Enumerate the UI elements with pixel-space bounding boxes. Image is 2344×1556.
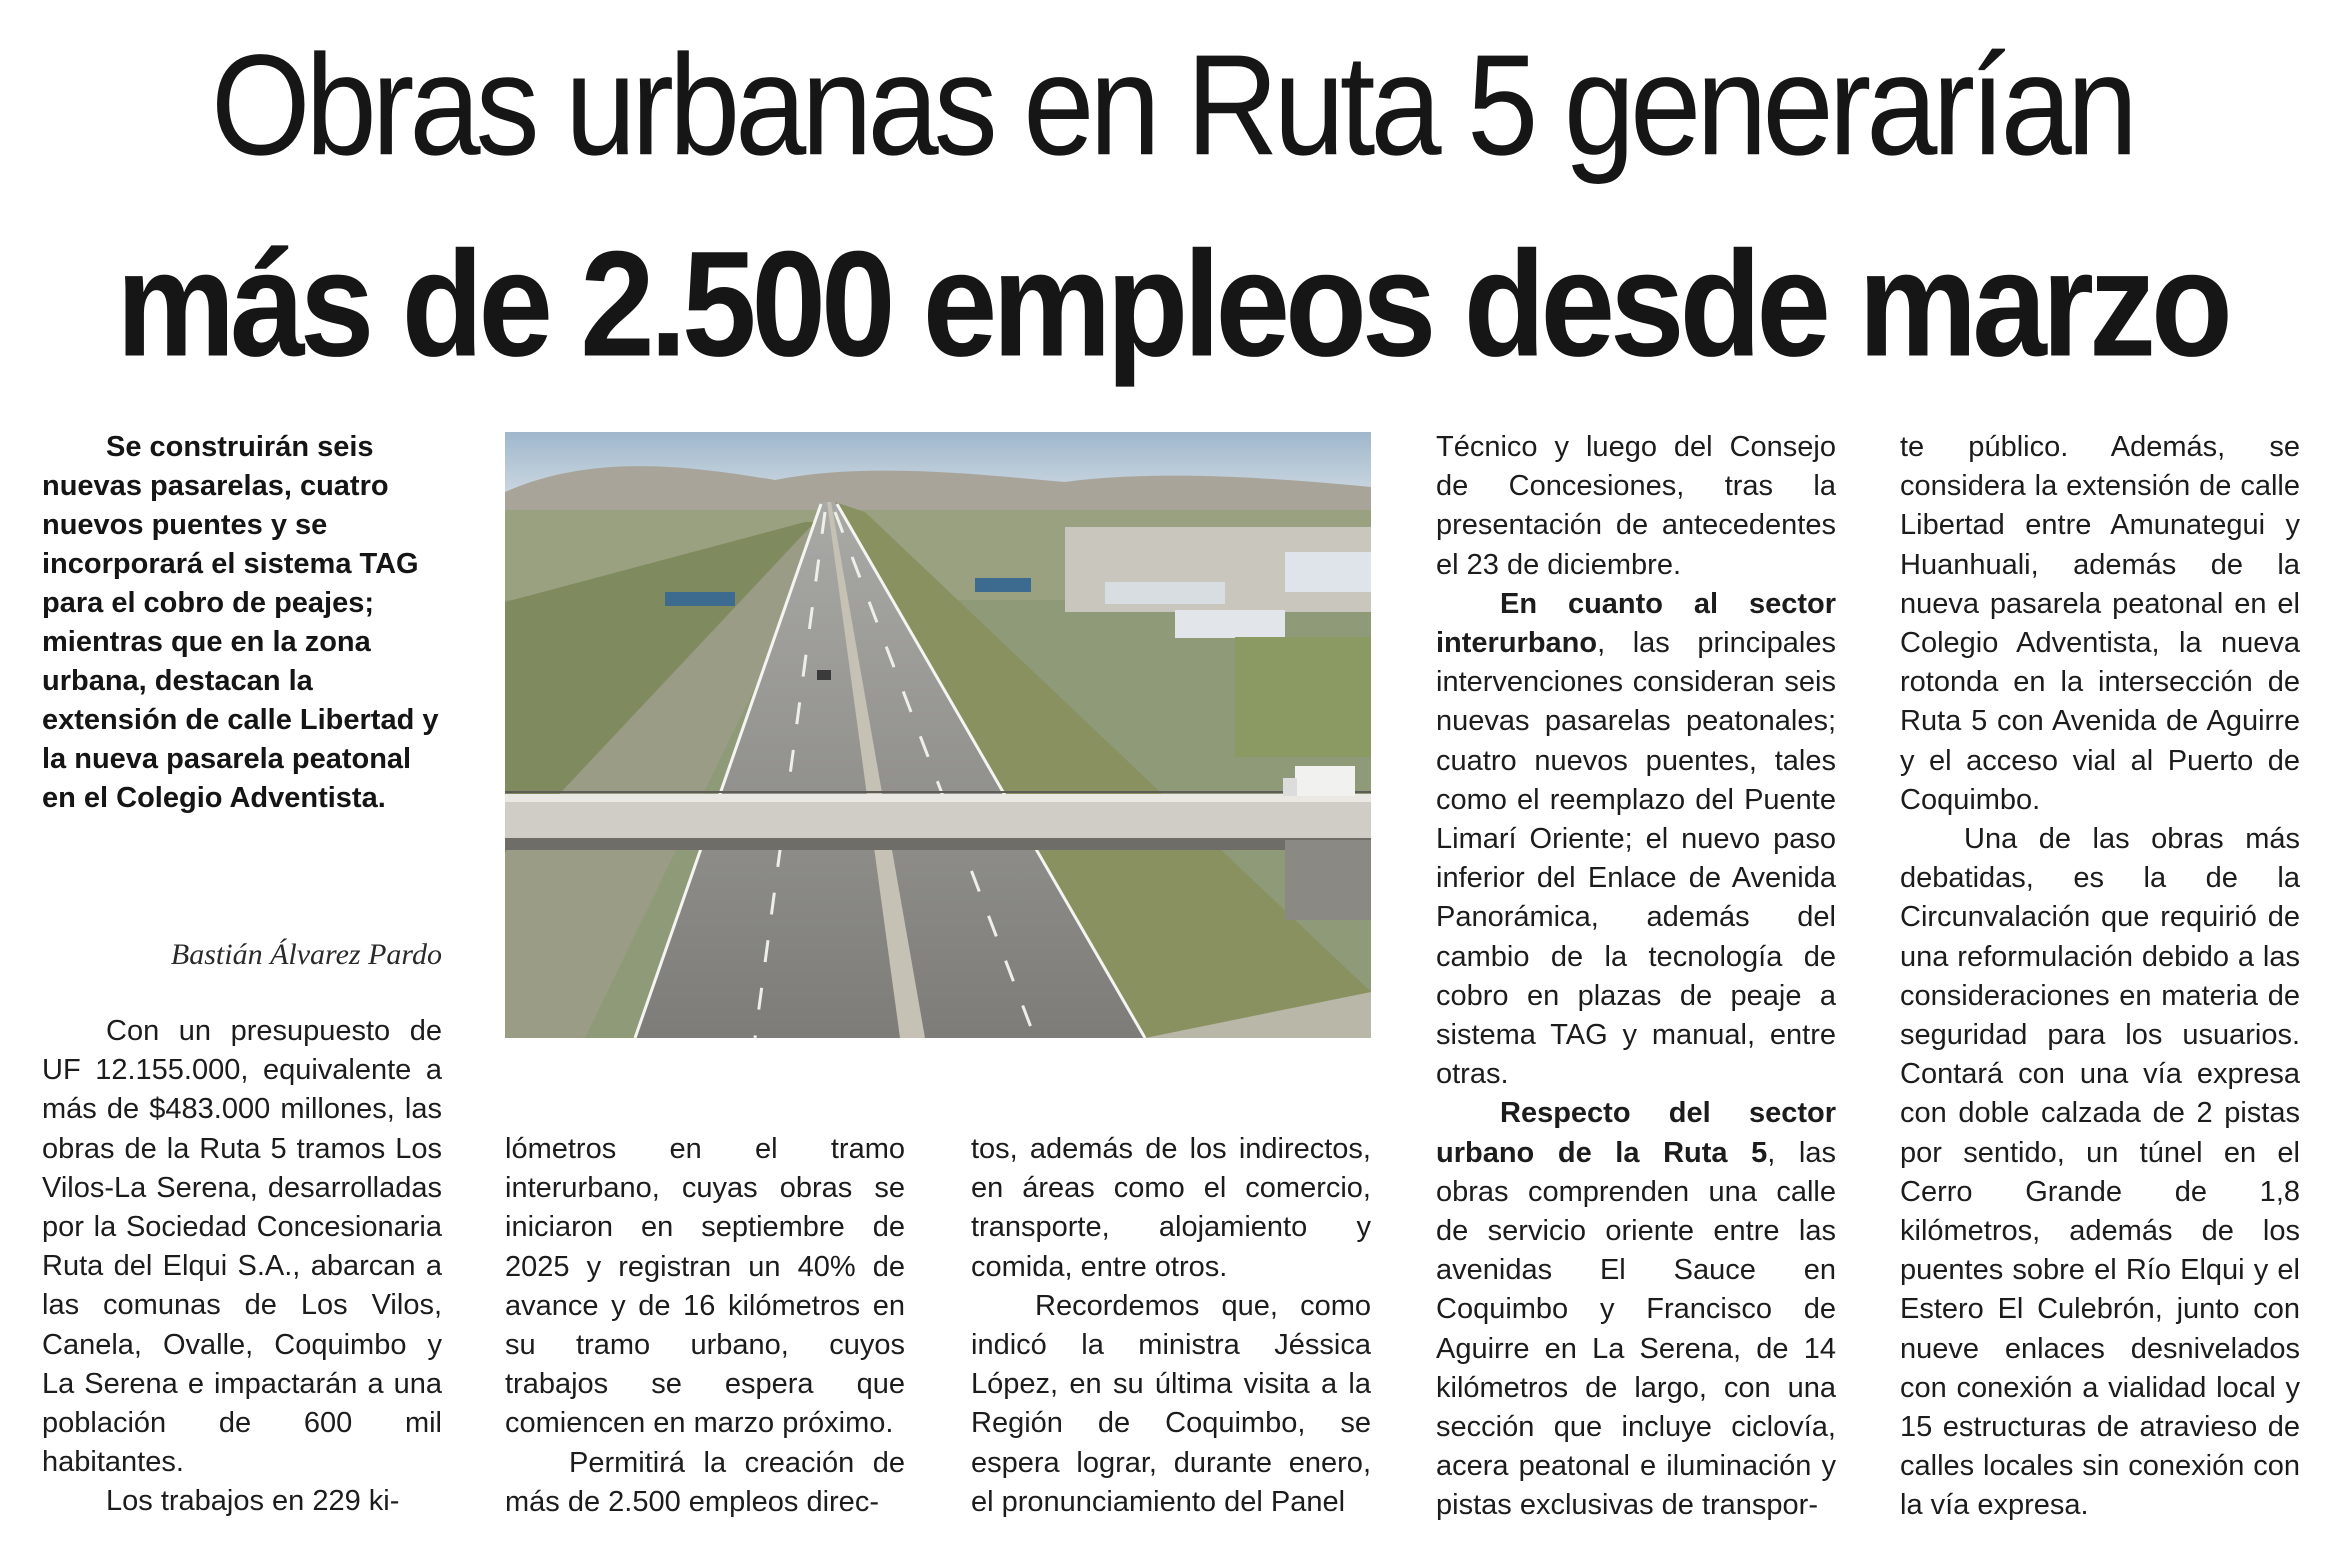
column-4-paragraph-2-text: , las principales intervenciones consideran seis nuevas pasarelas peatonales; cuatro nuevos puentes, tales como el reemplazo del Puente Limarí Oriente; el nuevo paso inferior del Enlace de Avenida Panorámica, además del cambio de la tecnología de cobro en plazas de peaje a sistema TAG y manual, entre otras. bbox=[1436, 627, 1836, 1091]
column-2 bbox=[505, 1130, 905, 1522]
column-5-paragraph-2: Una de las obras más debatidas, es la de la Circunvalación que requirió de una reformulación debido a las consideraciones en materia de seguridad para los usuarios. Contará con una vía expresa con doble calzada de 2 pistas por sentido, un túnel en el Cerro Grande de 1,8 kilómetros, además de los puentes sobre el Río Elqui y el Estero El Culebrón, junto con nueve enlaces desnivelados con conexión a vialidad local y 15 estructuras de atravieso de calles locales sin conexión con la vía expresa. bbox=[1900, 823, 2300, 1522]
headline-line-1: Obras urbanas en Ruta 5 generarían bbox=[211, 25, 2133, 186]
headline-line-2: más de 2.500 empleos desde marzo bbox=[116, 221, 2228, 388]
column-5 bbox=[1900, 428, 2300, 1526]
column-3-paragraph-2: Recordemos que, como indicó la ministra Jéssica López, en su última visita a la Región de Coquimbo, se espera lograr, durante enero, el pronunciamiento del Panel bbox=[971, 1289, 1371, 1518]
subhead-interurbano: En cuanto al sector interurbano bbox=[1436, 587, 1836, 660]
column-4-paragraph-3-text: , las obras comprenden una calle de servicio oriente entre las avenidas El Sauce en Coquimbo y Francisco de Aguirre en La Serena, de 14 kilómetros de largo, con una sección que incluye ciclovía, acera peatonal e iluminación y pistas exclusivas de transpor- bbox=[1436, 1136, 1836, 1522]
column-1 bbox=[42, 1012, 442, 1522]
column-4-paragraph-3 bbox=[1436, 1094, 1836, 1525]
column-2-paragraph-2: Permitirá la creación de más de 2.500 empleos direc- bbox=[505, 1446, 905, 1518]
column-3 bbox=[971, 1130, 1371, 1522]
column-4-paragraph-1: Técnico y luego del Consejo de Concesiones, tras la presentación de antecedentes el 23 de diciembre. bbox=[1436, 431, 1836, 581]
column-3-paragraph-1: tos, además de los indirectos, en áreas como el comercio, transporte, alojamiento y comida, entre otros. bbox=[971, 1133, 1371, 1283]
subhead-urbano: Respecto del sector urbano de la Ruta 5 bbox=[1436, 1097, 1836, 1169]
byline: Bastián Álvarez Pardo bbox=[170, 938, 442, 971]
column-5-paragraph-1: te público. Además, se considera la extensión de calle Libertad entre Amunategui y Huanhuali, además de la nueva pasarela peatonal en el Colegio Adventista, la nueva rotonda en la intersección de Ruta 5 con Avenida de Aguirre y el acceso vial al Puerto de Coquimbo. bbox=[1900, 431, 2300, 816]
highway-photo bbox=[505, 432, 1371, 1038]
column-4 bbox=[1436, 428, 1836, 1526]
column-1-paragraph-1: Con un presupuesto de UF 12.155.000, equivalente a más de $483.000 millones, las obras de la Ruta 5 tramos Los Vilos-La Serena, desarrolladas por la Sociedad Concesionaria Ruta del Elqui S.A., abarcan a las comunas de Los Vilos, Canela, Ovalle, Coquimbo y La Serena e impactarán a una población de 600 mil habitantes. bbox=[42, 1015, 442, 1479]
column-4-paragraph-2 bbox=[1436, 585, 1836, 1095]
column-2-paragraph-1: lómetros en el tramo interurbano, cuyas obras se iniciaron en septiembre de 2025 y registran un 40% de avance y de 16 kilómetros en su tramo urbano, cuyos trabajos se espera que comiencen en marzo próximo. bbox=[505, 1133, 905, 1440]
column-1-paragraph-2: Los trabajos en 229 ki- bbox=[106, 1485, 400, 1518]
lead-summary: Se construirán seis nuevas pasarelas, cuatro nuevos puentes y se incorporará el sistema TAG para el cobro de peajes; mientras que en la zona urbana, destacan la extensión de calle Libertad y la nueva pasarela peatonal en el Colegio Adventista. bbox=[42, 431, 439, 814]
